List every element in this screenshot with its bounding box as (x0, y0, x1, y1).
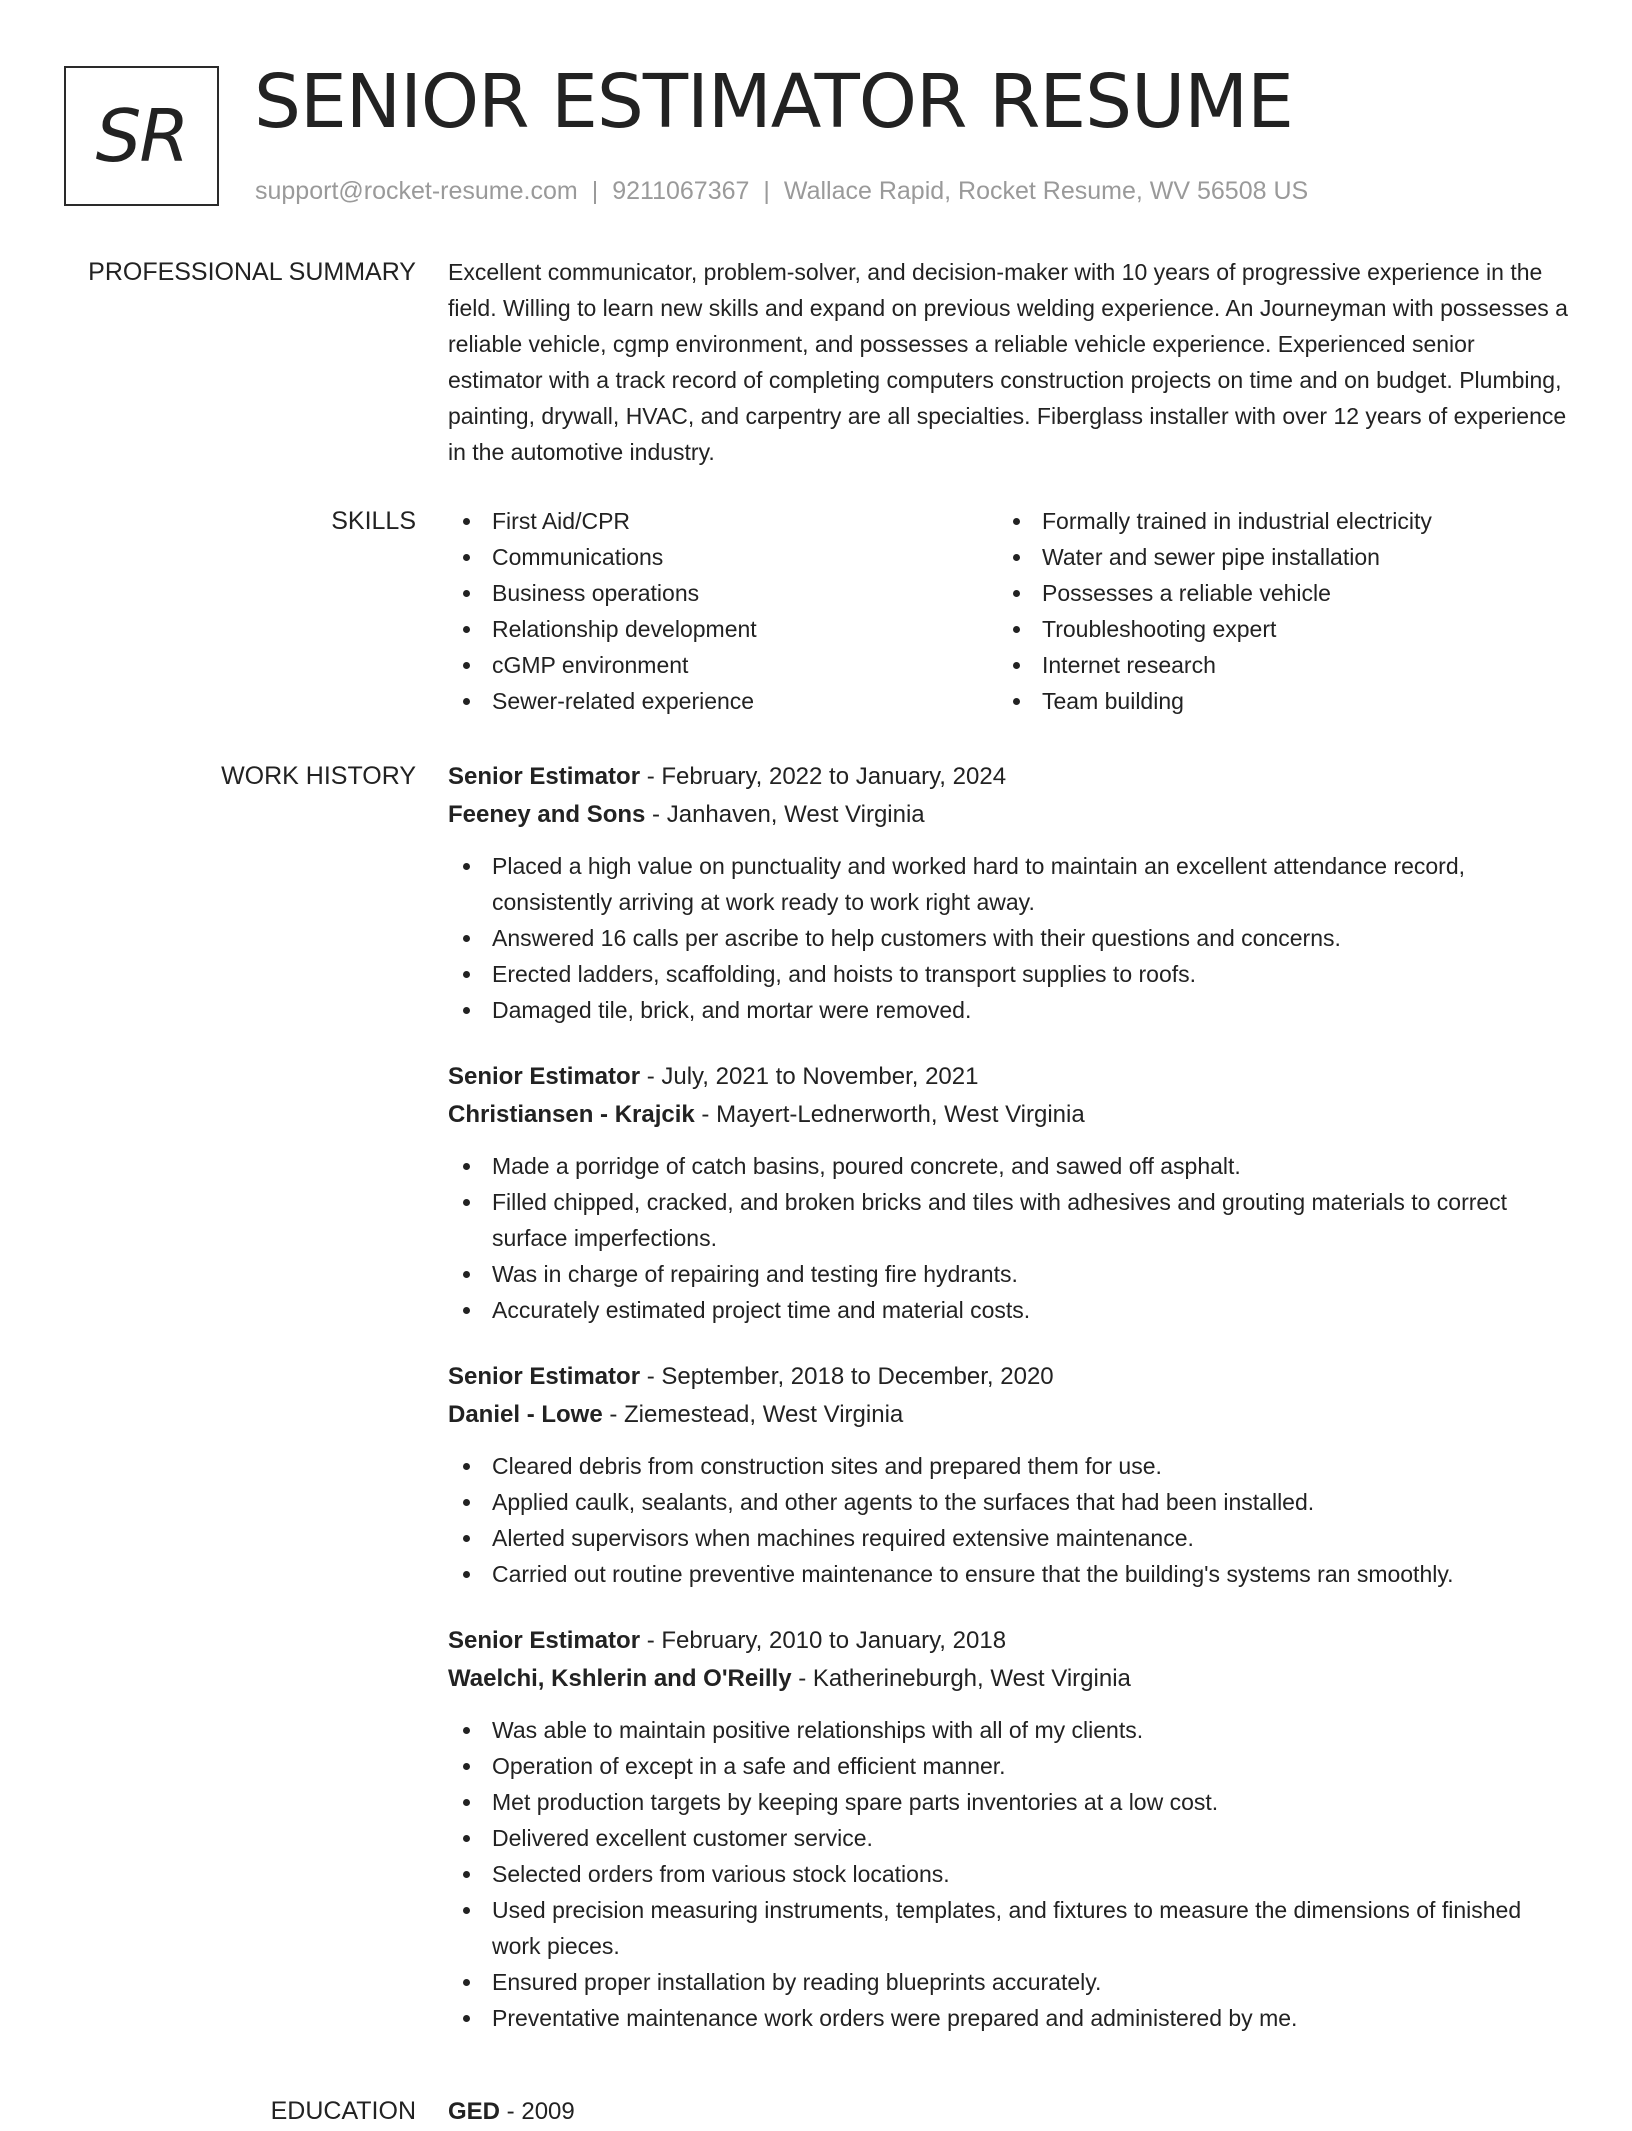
job-bullet: Applied caulk, sealants, and other agents to the surfaces that had been installed. (448, 1484, 1568, 1520)
skill-item: cGMP environment (448, 647, 998, 683)
job-bullet: Met production targets by keeping spare parts inventories at a low cost. (448, 1784, 1568, 1820)
skill-item: First Aid/CPR (448, 503, 998, 539)
skill-item: Relationship development (448, 611, 998, 647)
job-company: Waelchi, Kshlerin and O'Reilly (448, 1665, 792, 1692)
job-bullet: Damaged tile, brick, and mortar were removed. (448, 992, 1568, 1028)
job-bullets (448, 1448, 1568, 1592)
job-bullet: Used precision measuring instruments, templates, and fixtures to measure the dimensions of finished work pieces. (448, 1892, 1568, 1964)
job-company-line (448, 1096, 1568, 1134)
job-bullet: Operation of except in a safe and efficient manner. (448, 1748, 1568, 1784)
job-bullet: Carried out routine preventive maintenance to ensure that the building's systems ran smoothly. (448, 1556, 1568, 1592)
skill-item: Business operations (448, 575, 998, 611)
section-label-work-history: WORK HISTORY (221, 762, 416, 790)
summary-text: Excellent communicator, problem-solver, and decision-maker with 10 years of progressive experience in the field. Willing to learn new skills and expand on previous welding experience. An Journeyman with possesses a reliable vehicle, cgmp environment, and possesses a reliable vehicle experience. Experienced senior estimator with a track record of completing computers construction projects on time and on budget. Plumbing, painting, drywall, HVAC, and carpentry are all specialties. Fiberglass installer with over 12 years of experience in the automotive industry. (448, 259, 1568, 465)
job-company-line (448, 1660, 1568, 1698)
section-label-education: EDUCATION (270, 2097, 416, 2125)
contact-email: support@rocket-resume.com (255, 177, 578, 205)
job-title: Senior Estimator (448, 1063, 641, 1090)
job-location: - Katherineburgh, West Virginia (791, 1665, 1131, 1692)
job-bullet: Was in charge of repairing and testing fire hydrants. (448, 1256, 1568, 1292)
skills-content (448, 503, 1568, 719)
job-entry (448, 758, 1568, 1028)
education-degree: GED (448, 2098, 501, 2125)
skill-item: Internet research (998, 647, 1548, 683)
skill-item: Sewer-related experience (448, 683, 998, 719)
skills-list-left (448, 503, 998, 719)
job-location: - Mayert-Lednerworth, West Virginia (694, 1101, 1085, 1128)
work-history-content (448, 758, 1568, 2066)
job-bullet: Made a porridge of catch basins, poured concrete, and sawed off asphalt. (448, 1148, 1568, 1184)
job-bullet: Answered 16 calls per ascribe to help customers with their questions and concerns. (448, 920, 1568, 956)
contact-line (255, 174, 1308, 208)
job-dates: - September, 2018 to December, 2020 (640, 1363, 1054, 1390)
resume-title: SENIOR ESTIMATOR RESUME (254, 59, 1293, 145)
job-title-line (448, 1058, 1568, 1096)
job-bullet: Cleared debris from construction sites and prepared them for use. (448, 1448, 1568, 1484)
job-title-line (448, 758, 1568, 796)
skill-item: Troubleshooting expert (998, 611, 1548, 647)
skill-item: Water and sewer pipe installation (998, 539, 1548, 575)
job-company: Christiansen - Krajcik (448, 1101, 695, 1128)
job-company-line (448, 796, 1568, 834)
section-label-skills: SKILLS (331, 507, 416, 535)
job-title: Senior Estimator (448, 763, 641, 790)
contact-separator: | (763, 177, 770, 205)
job-bullet: Accurately estimated project time and material costs. (448, 1292, 1568, 1328)
job-entry (448, 1358, 1568, 1592)
job-bullet: Delivered excellent customer service. (448, 1820, 1568, 1856)
contact-phone: 9211067367 (612, 177, 750, 205)
summary-content (448, 254, 1568, 470)
job-bullets (448, 1148, 1568, 1328)
job-title-line (448, 1622, 1568, 1660)
skill-item: Possesses a reliable vehicle (998, 575, 1548, 611)
job-entry (448, 1622, 1568, 2036)
job-bullet: Alerted supervisors when machines required extensive maintenance. (448, 1520, 1568, 1556)
job-bullet: Ensured proper installation by reading blueprints accurately. (448, 1964, 1568, 2000)
skill-item: Team building (998, 683, 1548, 719)
skill-item: Formally trained in industrial electricity (998, 503, 1548, 539)
section-label-summary: PROFESSIONAL SUMMARY (88, 258, 416, 286)
education-content (448, 2093, 1568, 2131)
job-bullet: Was able to maintain positive relationships with all of my clients. (448, 1712, 1568, 1748)
job-company: Feeney and Sons (448, 801, 646, 828)
job-location: - Janhaven, West Virginia (645, 801, 925, 828)
education-year: - 2009 (500, 2098, 575, 2125)
job-bullet: Erected ladders, scaffolding, and hoists to transport supplies to roofs. (448, 956, 1568, 992)
job-bullet: Filled chipped, cracked, and broken bricks and tiles with adhesives and grouting materials to correct surface imperfections. (448, 1184, 1568, 1256)
job-bullet: Placed a high value on punctuality and worked hard to maintain an excellent attendance record, consistently arriving at work ready to work right away. (448, 848, 1568, 920)
monogram-logo: SR (64, 66, 219, 206)
job-bullets (448, 1712, 1568, 2036)
job-dates: - February, 2010 to January, 2018 (640, 1627, 1007, 1654)
job-company-line (448, 1396, 1568, 1434)
skill-item: Communications (448, 539, 998, 575)
job-bullets (448, 848, 1568, 1028)
job-dates: - July, 2021 to November, 2021 (640, 1063, 979, 1090)
job-bullet: Selected orders from various stock locations. (448, 1856, 1568, 1892)
education-line (448, 2093, 1568, 2131)
contact-address: Wallace Rapid, Rocket Resume, WV 56508 US (783, 177, 1309, 205)
job-bullet: Preventative maintenance work orders were prepared and administered by me. (448, 2000, 1568, 2036)
job-company: Daniel - Lowe (448, 1401, 603, 1428)
contact-separator: | (591, 177, 599, 205)
job-title: Senior Estimator (448, 1363, 641, 1390)
job-title-line (448, 1358, 1568, 1396)
skills-list-right (998, 503, 1548, 719)
job-dates: - February, 2022 to January, 2024 (640, 763, 1007, 790)
job-title: Senior Estimator (448, 1627, 641, 1654)
job-location: - Ziemestead, West Virginia (602, 1401, 904, 1428)
job-entry (448, 1058, 1568, 1328)
